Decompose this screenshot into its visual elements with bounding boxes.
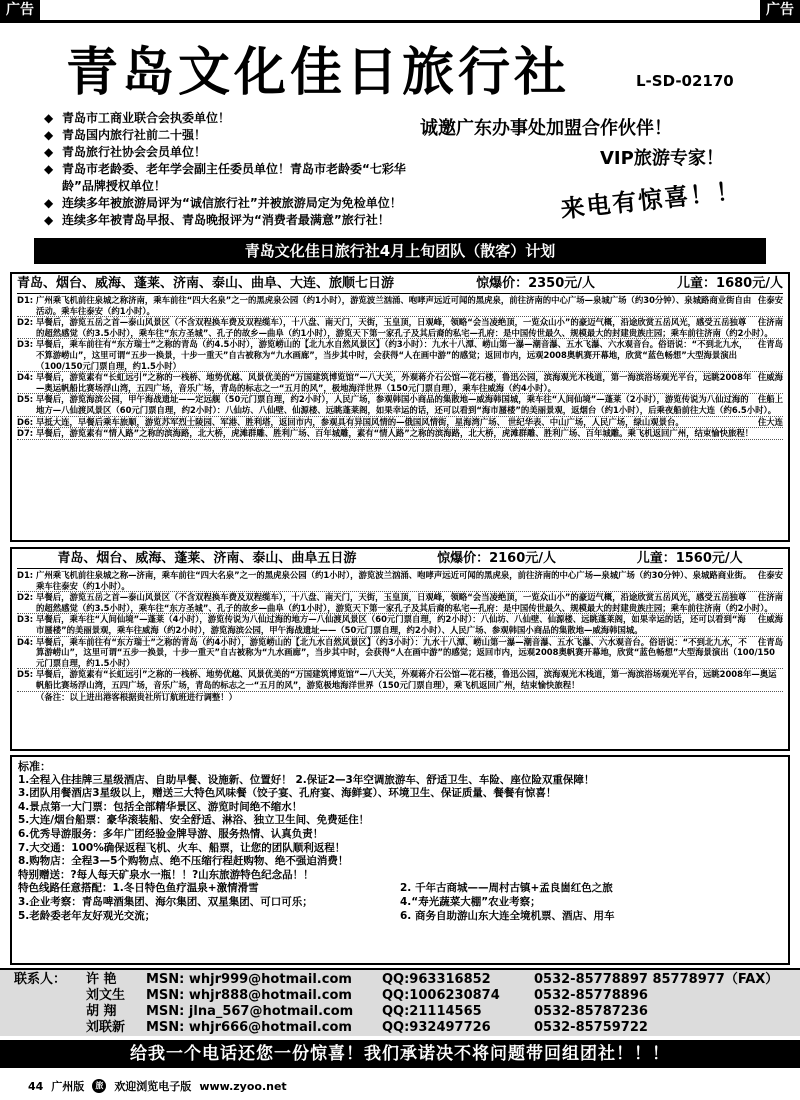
website-link[interactable]: www.zyoo.net xyxy=(199,1079,287,1093)
day-text: 早餐后，乘车往“人间仙境”—蓬莱（4小时），游览传说为八仙过海的地方—八仙渡风景区（60元门票自理，约2小时）：八仙坊、八仙壁、仙源楼、远眺蓬莱阁，如果幸运的话，还可以看到“海市蜃楼”的美丽景观，乘车往威海（约2小时），游览海滨公园，甲午海战遗址——（50元门票自理，约2小时）、人民广场、参观韩国小商品的集散地—威海韩国城。 xyxy=(36,614,746,635)
top-rule xyxy=(0,20,800,23)
tour-header xyxy=(17,276,783,294)
itinerary-day xyxy=(17,339,783,372)
page-title: 青岛文化佳日旅行社 xyxy=(66,43,571,103)
day-label: D1: xyxy=(17,570,34,580)
day-text: 广州乘飞机前往泉城之称济南，乘车前往“四大名泉”之一的黑虎泉公园（约1小时），游览波兰汹涌、咆哮声远近可闻的黑虎泉，前往济南的中心广场—泉城广场（约30分钟）、泉城路商业街自由活动。乘车往泰安（约1小时）。 xyxy=(36,295,752,316)
itinerary-day xyxy=(17,637,783,670)
day-text: 早餐后，游览素有“情人路”之称的滨海路，北大桥，虎滩群雕、胜利广场、百年城雕，素有“情人路”之称的滨海路，北大桥，虎滩群雕、胜利广场、百年城雕。乘飞机返回广州，结束愉快旅程！ xyxy=(36,428,754,439)
license-number: L-SD-02170 xyxy=(636,72,734,90)
qualification-item: ◆ 连续多年被旅游局评为“诚信旅行社”并被旅游局定为免检单位！ xyxy=(44,196,402,210)
diamond-bullet-icon: ◆ xyxy=(44,128,54,142)
itinerary-day xyxy=(17,614,783,636)
day-label: D2: xyxy=(17,317,34,328)
qualification-item: ◆ 连续多年被青岛早报、青岛晚报评为“消费者最满意”旅行社！ xyxy=(44,213,390,227)
day-text: 早餐后，乘车前往有“东方瑞士”之称的青岛（约4.5小时），游览崂山的【北九水自然风景区】（约3小时）：九水十八潭、崂山第一瀑—潮音瀑、五水飞瀑、六水观音台。俗语说：“不到北九水，不算游崂山”，这里可谓“五步一换景，十步一重天”自古被称为“九水画廊”，当步其中时，会获得“人在画中游”的感觉；返回市内，远观2008奥帆赛开幕地，欣赏“蓝色畅想”大型海景演出（100/150元门票自理，约1.5小时） xyxy=(36,339,748,371)
tour-child-price: 儿童：1680元/人 xyxy=(677,276,783,291)
feature-right: 4.“寿光蔬菜大棚”农业考察； xyxy=(400,895,541,908)
day-label: D3: xyxy=(17,339,34,350)
itinerary-day xyxy=(17,428,783,440)
feature-right: 6. 商务自助游山东大连全境机票、酒店、用车 xyxy=(400,909,615,922)
diamond-bullet-icon: ◆ xyxy=(44,162,54,176)
day-stay: 住济南 xyxy=(757,592,783,603)
qualification-item: ◆ 青岛旅行社协会会员单位！ xyxy=(44,145,207,159)
surprise-slogan: 来电有惊喜！！ xyxy=(559,176,744,224)
contact-row xyxy=(0,988,800,1004)
feature-left: 特色线路任意搭配：1.冬日特色鱼疗温泉+激情滑雪 xyxy=(18,882,259,895)
contact-qq: QQ:21114565 xyxy=(382,1004,482,1019)
contact-row xyxy=(0,972,800,988)
contact-phone: 0532-85759722 xyxy=(534,1020,648,1035)
day-text: 早餐后，游览素有“长虹远引”之称的一栈桥、地势优越、风景优美的“万国建筑博览馆”—八大关，外观蒋介石公馆—花石楼，鲁迅公园，滨海观光木栈道，第一海滨浴场观光平台，远眺2008年—奥运帆船比赛场浮山湾，五四广场，音乐广场，青岛的标志之一“五月的风”，极地海洋世界（150元门票自理），乘车往威海（约4小时）。 xyxy=(36,372,752,393)
bottom-slogan-bar: 给我一个电话还您一份惊喜！我们承诺决不将问题带回组团社！！！ xyxy=(0,1040,800,1068)
ad-label-right: 广告 xyxy=(760,0,800,20)
feature-row xyxy=(18,882,782,896)
day-text: 广州乘飞机前往泉城之称—济南，乘车前往“四大名泉”之一的黑虎泉公园（约1小时），游览波兰汹涌、咆哮声远近可闻的黑虎泉，前往济南的中心广场—泉城广场（约30分钟）、泉城路商业街。乘车往泰安（约1小时）。 xyxy=(36,570,752,591)
tour-five-day xyxy=(10,547,790,751)
feature-row xyxy=(18,896,782,910)
day-label: D5: xyxy=(17,669,34,680)
contact-name: 刘文生 xyxy=(86,988,126,1003)
edition-label: 广州版 xyxy=(51,1080,85,1093)
tour-price: 惊爆价：2160元/人 xyxy=(437,551,556,566)
contact-phone: 0532-85778896 xyxy=(534,988,648,1003)
contacts-section xyxy=(0,968,800,1036)
itinerary-day xyxy=(17,317,783,339)
day-label: D5: xyxy=(17,394,34,405)
contact-msn: MSN: whjr888@hotmail.com xyxy=(146,988,352,1003)
day-stay: 住泰安 xyxy=(757,570,783,580)
standards-line: 4.景点第一大门票：包括全部精华景区、游览时间绝不缩水！ xyxy=(18,800,303,813)
day-label: D4: xyxy=(17,636,34,647)
contact-name: 胡 翔 xyxy=(86,1004,117,1019)
standards-line: 8.购物店：全程3—5个购物点、绝不压缩行程赶购物、绝不强迫消费！ xyxy=(18,855,349,868)
itinerary-day xyxy=(17,669,783,691)
qualification-item: ◆ 青岛市工商业联合会执委单位！ xyxy=(44,111,231,125)
itinerary-day xyxy=(17,295,783,317)
standards-line: 5.大连/烟台船票：豪华滚装船、安全舒适、淋浴、独立卫生间、免费延住！ xyxy=(18,814,370,827)
contact-name: 刘联新 xyxy=(86,1020,126,1035)
ad-label-left: 广告 xyxy=(0,0,40,20)
itinerary-day xyxy=(17,592,783,614)
page-number: 44 xyxy=(28,1079,44,1093)
diamond-bullet-icon: ◆ xyxy=(44,213,54,227)
diamond-bullet-icon: ◆ xyxy=(44,111,54,125)
plan-title-bar: 青岛文化佳日旅行社4月上旬团队（散客）计划 xyxy=(34,238,766,264)
tour-seven-day xyxy=(10,272,790,542)
day-stay: 住威海 xyxy=(757,372,783,383)
day-stay: 住船上 xyxy=(757,394,783,405)
day-text: 早抵大连，早餐后乘车旅顺，游览苏军烈士陵园、军港、胜利塔，返回市内，参观具有异国风情的—俄国风情街，星海湾广场、 世纪华表、中山广场，人民广场，绿山观景台。 xyxy=(36,416,684,427)
day-text: 早餐后，游览海滨公园，甲午海战遗址——定远舰（50元门票自理，约2小时），人民广场，参观韩国小商品的集散地—威海韩国城，乘车往“人间仙境”—蓬莱（2小时），游览传说为八仙过海的地方—八仙渡风景区（60元门票自理，约2小时）：八仙坊、八仙壁、仙源楼、远眺蓬莱阁，如果幸运的话，还可以看到“海市蜃楼”的美丽景观，返烟台（约1小时），后乘夜船前往大连（约6.5小时）。 xyxy=(36,394,777,415)
publisher-logo-icon: 旅 xyxy=(92,1079,106,1093)
feature-left: 5.老龄委老年友好观光交流； xyxy=(18,909,156,922)
contact-row xyxy=(0,1004,800,1020)
contact-msn: MSN: jlna_567@hotmail.com xyxy=(146,1004,354,1019)
vip-slogan: VIP旅游专家！ xyxy=(600,148,724,169)
itinerary-day xyxy=(17,570,783,592)
tour-header xyxy=(17,551,783,569)
partner-slogan: 诚邀广东办事处加盟合作伙伴！ xyxy=(420,118,672,139)
contact-msn: MSN: whjr999@hotmail.com xyxy=(146,972,352,987)
standards-line: 7.大交通：100%确保返程飞机、火车、船票，让您的团队顺利返程！ xyxy=(18,841,346,854)
day-stay: 住济南 xyxy=(757,317,783,328)
feature-right: 2. 千年古商城——周村古镇+孟良崮红色之旅 xyxy=(400,882,613,895)
day-text: 早餐后，游览五岳之首—泰山风景区（不含双程换车费及双程缆车），十八盘、南天门，天街，玉皇顶，日观峰，领略“会当凌绝顶，一览众山小”的豪迈气概，沿途欣赏五岳风光，感受五岳独尊的超然感觉（约3.5小时），乘车往“东方圣城”、孔子的故乡—曲阜（约1小时），游览天下第一家孔子及其后裔的私宅—孔府：是中国传世最久、规模最大的封建贵族庄园；乘车前往济南（约2小时）。 xyxy=(36,592,773,613)
standards-line: 特别赠送：?每人每天矿泉水一瓶！！?山东旅游特色纪念品！！ xyxy=(18,868,314,881)
tour-note: （备注：以上进出港客根据贵社所订航班进行调整！） xyxy=(36,691,237,702)
qualification-list xyxy=(44,110,434,229)
day-label: D4: xyxy=(17,372,34,383)
page-footer xyxy=(28,1078,287,1094)
diamond-bullet-icon: ◆ xyxy=(44,196,54,210)
contact-qq: QQ:932497726 xyxy=(382,1020,491,1035)
tour-child-price: 儿童：1560元/人 xyxy=(636,551,743,566)
feature-row xyxy=(18,910,782,924)
day-stay: 住泰安 xyxy=(757,295,783,305)
feature-left: 3.企业考察：青岛啤酒集团、海尔集团、双星集团、可口可乐； xyxy=(18,895,313,908)
tour-price: 惊爆价：2350元/人 xyxy=(476,276,595,291)
tour-name: 青岛、烟台、威海、蓬莱、济南、泰山、曲阜、大连、旅顺七日游 xyxy=(17,276,395,291)
day-text: 早餐后，游览五岳之首—泰山风景区（不含双程换车费及双程缆车），十八盘、南天门，天街，玉皇顶，日观峰，领略“会当凌绝顶，一览众山小”的豪迈气概，沿途欣赏五岳风光，感受五岳独尊的超然感觉（约3.5小时），乘车往“东方圣城”、孔子的故乡—曲阜（约1小时），游览天下第一家孔子及其后裔的私宅—孔府：是中国传世最久、规模最大的封建贵族庄园；乘车前往济南（约2小时）。 xyxy=(36,317,773,338)
day-label: D1: xyxy=(17,295,34,305)
day-label: D3: xyxy=(17,614,34,625)
day-stay: 住青岛 xyxy=(757,636,783,647)
diamond-bullet-icon: ◆ xyxy=(44,145,54,159)
qualification-item: ◆ 青岛国内旅行社前二十强！ xyxy=(44,128,207,142)
day-text: 早餐后，乘车前往有“东方瑞士”之称的青岛（约4小时），游览崂山的【北九水自然风景区】（约3小时）：九水十八潭、崂山第一瀑—潮音瀑、五水飞瀑、六水观音台。俗语说：“不到北九水，不算游崂山”，这里可谓“五步一换景，十步一重天”自古被称为“九水画廊”，当步其中时，会获得“人在画中游”的感觉；返回市内，远观2008奥帆赛开幕地，欣赏“蓝色畅想”大型海景演出（100/150元门票自理，约1.5小时） xyxy=(36,636,775,668)
day-label: D7: xyxy=(17,428,34,439)
qualification-item: ◆ 青岛市老龄委、老年学会副主任委员单位！青岛市老龄委“七彩华龄”品牌授权单位！ xyxy=(44,162,406,193)
itinerary-day xyxy=(17,394,783,416)
day-stay: 住威海 xyxy=(757,614,783,625)
tour-name: 青岛、烟台、威海、蓬莱、济南、泰山、曲阜五日游 xyxy=(57,551,357,566)
itinerary-day xyxy=(17,372,783,394)
standards-box xyxy=(10,755,790,965)
contact-msn: MSN: whjr666@hotmail.com xyxy=(146,1020,352,1035)
standards-title: 标准： xyxy=(18,760,51,773)
standards-line: 1.全程入住挂牌三星级酒店、自助早餐、设施新、位置好！ 2.保证2—3年空调旅游车、舒适卫生、车险、座位险双重保障！ xyxy=(18,773,595,786)
contact-qq: QQ:1006230874 xyxy=(382,988,500,1003)
day-stay: 住大连 xyxy=(757,416,783,427)
contact-name: 许 艳 xyxy=(86,972,117,987)
contact-qq: QQ:963316852 xyxy=(382,972,491,987)
day-label: D6: xyxy=(17,416,34,427)
contact-phone: 0532-85787236 xyxy=(534,1004,648,1019)
standards-line: 6.优秀导游服务：多年广团经验金牌导游、服务热情、认真负责！ xyxy=(18,827,324,840)
standards-line: 3.团队用餐酒店3星级以上，赠送三大特色风味餐（饺子宴、孔府宴、海鲜宴）、环境卫生、保证质量、餐餐有惊喜！ xyxy=(18,787,557,800)
day-text: 早餐后，游览素有“长虹远引”之称的一栈桥、地势优越、风景优美的“万国建筑博览馆”—八大关，外观蒋介石公馆—花石楼，鲁迅公园，滨海观光木栈道，第一海滨浴场观光平台，远眺2008年—奥运帆船比赛场浮山湾，五四广场，音乐广场，青岛的标志之一“五月的风”，游览极地海洋世界（150元门票自理），乘飞机返回广州，结束愉快旅程！ xyxy=(36,669,777,690)
day-label: D2: xyxy=(17,592,34,603)
welcome-text: 欢迎浏览电子版 xyxy=(114,1080,192,1093)
contacts-label: 联系人： xyxy=(14,972,67,987)
itinerary-day xyxy=(17,417,783,429)
day-stay: 住青岛 xyxy=(757,339,783,350)
contact-phone: 0532-85778897 85778977（FAX） xyxy=(534,972,779,987)
contact-row xyxy=(0,1020,800,1036)
